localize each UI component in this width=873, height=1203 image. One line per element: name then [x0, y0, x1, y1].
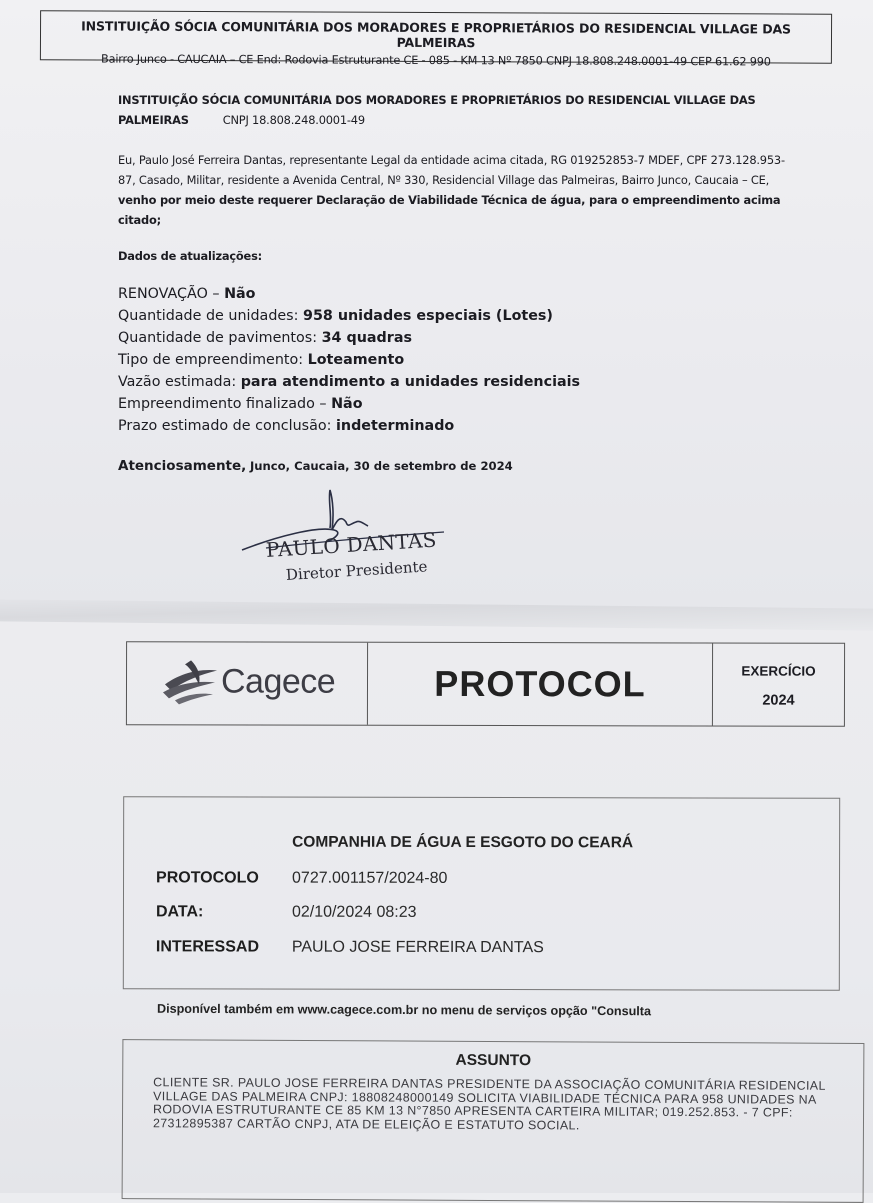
institution-block [118, 90, 798, 130]
exercicio-label: EXERCÍCIO [741, 663, 816, 679]
letterhead [40, 10, 832, 69]
field-value: 958 unidades especiais (Lotes) [303, 308, 553, 324]
field-label: Quantidade de unidades: [118, 308, 303, 324]
field-label: Empreendimento finalizado – [118, 396, 332, 412]
letterhead-title: INSTITUIÇÃO SÓCIA COMUNITÁRIA DOS MORADORES E PROPRIETÁRIOS DO RESIDENCIAL VILLAGE DAS PALMEIRAS [81, 18, 792, 51]
field-row [118, 393, 580, 415]
closing-greeting: Atenciosamente, [118, 458, 247, 474]
signature-role: Diretor Presidente [285, 557, 428, 584]
update-fields [118, 283, 580, 437]
exercicio-cell [713, 643, 844, 725]
assunto-text: CLIENTE SR. PAULO JOSE FERREIRA DANTAS PRESIDENTE DA ASSOCIAÇÃO COMUNITÁRIA RESIDENCIAL VILLAGE DAS PALMEIRA CNPJ: 18808248000149 SOLICITA VIABILIDADE TÉCNICA PARA 958 UNIDADES NA RODOVIA ESTRUTURANTE CE 85 KM 13 N°7850 APRESENTA CARTEIRA MILITAR; 019.252.853. - 7 CPF: 27312895387 CARTÃO CNPJ, ATA DE ELEIÇÃO E ESTATUTO SOCIAL. [152, 1075, 826, 1132]
letterhead-address: Bairro Junco - CAUCAIA – CE End: Rodovia Estruturante CE - 085 - KM 13 Nº 7850 CNPJ 18.808.248.0001-49 CEP 61.62 990 [101, 52, 771, 69]
row-label: PROTOCOLO [156, 869, 259, 887]
protocol-title: PROTOCOL [368, 643, 713, 726]
protocol-row [156, 903, 417, 922]
institution-cnpj: CNPJ 18.808.248.0001-49 [222, 113, 365, 127]
institution-name: INSTITUIÇÃO SÓCIA COMUNITÁRIA DOS MORADORES E PROPRIETÁRIOS DO RESIDENCIAL VILLAGE DAS PALMEIRAS [118, 93, 756, 127]
cagece-swirl-icon [161, 654, 221, 706]
row-label: INTERESSAD [155, 938, 260, 956]
row-value: 02/10/2024 08:23 [291, 903, 417, 921]
closing-line [118, 458, 798, 474]
dados-title: Dados de atualizações: [118, 249, 263, 263]
field-row [118, 415, 580, 437]
field-row [118, 349, 580, 371]
assunto-title: ASSUNTO [455, 1051, 532, 1070]
request-paragraph [118, 150, 798, 230]
request-text: Eu, Paulo José Ferreira Dantas, representante Legal da entidade acima citada, RG 019252853-7 MDEF, CPF 273.128.953-87, Casado, Militar, residente a Avenida Central, Nº 330, Residencial Village das Palmeiras, Bairro Junco, Caucaia – CE, [118, 153, 785, 187]
field-value: 34 quadras [321, 330, 412, 346]
protocol-row [156, 869, 447, 888]
field-value: para atendimento a unidades residenciais [240, 374, 581, 390]
field-label: Prazo estimado de conclusão: [118, 418, 336, 434]
row-value: PAULO JOSE FERREIRA DANTAS [291, 938, 544, 957]
field-row [118, 327, 580, 349]
field-row [118, 283, 580, 305]
assunto-box [122, 1039, 865, 1203]
protocol-details [123, 796, 840, 991]
request-bold-text: venho por meio deste requerer Declaração de Viabilidade Técnica de água, para o empreendimento acima citado; [118, 193, 781, 227]
closing-place-date: Junco, Caucaia, 30 de setembro de 2024 [249, 459, 513, 473]
field-label: Quantidade de pavimentos: [118, 330, 322, 346]
protocol-header [126, 641, 845, 727]
field-label: RENOVAÇÃO – [118, 286, 225, 302]
field-row [118, 371, 580, 393]
field-row [118, 305, 580, 327]
field-value: Não [224, 286, 256, 302]
cagece-logo [127, 642, 368, 725]
field-label: Vazão estimada: [118, 374, 241, 390]
field-value: indeterminado [335, 418, 455, 434]
availability-note: Disponível também em www.cagece.com.br no menu de serviços opção "Consulta [156, 1001, 652, 1019]
protocol-row [156, 938, 544, 957]
field-value: Não [331, 396, 363, 412]
field-label: Tipo de empreendimento: [118, 352, 308, 368]
signature-name: PAULO DANTAS [265, 527, 438, 562]
exercicio-year: 2024 [762, 692, 795, 709]
row-value: 0727.001157/2024-80 [292, 869, 448, 887]
field-value: Loteamento [307, 352, 405, 368]
logo-text: Cagece [220, 662, 336, 701]
company-name: COMPANHIA DE ÁGUA E ESGOTO DO CEARÁ [292, 833, 634, 852]
row-label: DATA: [155, 903, 204, 921]
